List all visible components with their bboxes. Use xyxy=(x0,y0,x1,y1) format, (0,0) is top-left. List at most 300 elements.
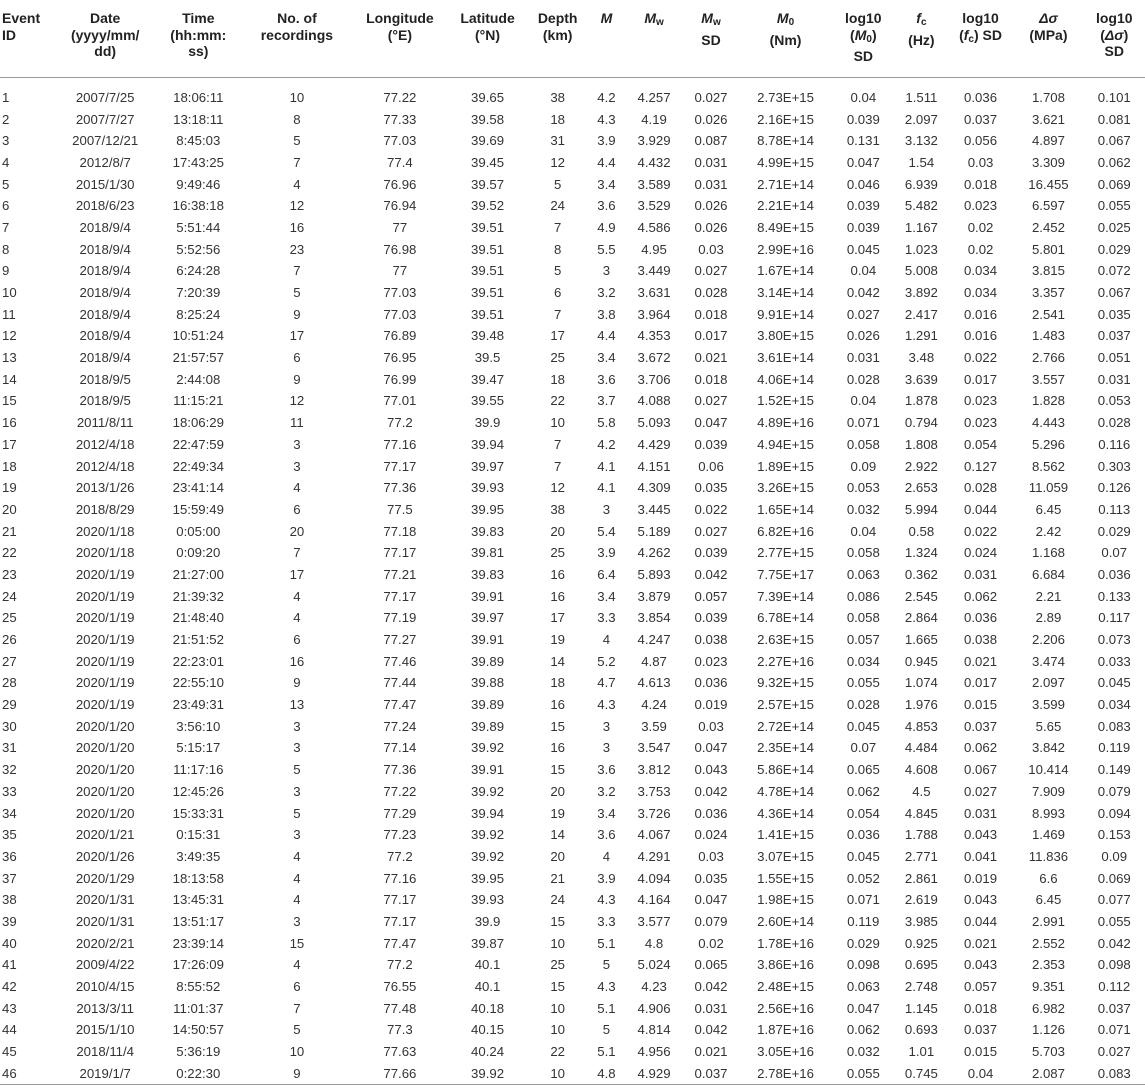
cell-m0: 1.67E+14 xyxy=(757,263,814,279)
cell-log-m0-sd: 0.032 xyxy=(846,501,880,517)
cell-date: 2012/4/18 xyxy=(75,436,135,452)
cell-m0: 7.39E+14 xyxy=(757,588,814,604)
cell-longitude: 77.19 xyxy=(383,610,417,626)
cell-stress-drop: 2.766 xyxy=(1031,350,1065,366)
cell-stress-drop: 1.708 xyxy=(1031,89,1065,105)
cell-depth: 38 xyxy=(550,501,565,517)
cell-log-stress-drop-sd: 0.062 xyxy=(1097,154,1131,170)
cell-latitude: 39.89 xyxy=(471,653,505,669)
cell-stress-drop: 1.168 xyxy=(1031,545,1065,561)
cell-latitude: 39.51 xyxy=(471,241,505,257)
cell-time: 6:24:28 xyxy=(176,263,221,279)
cell-mw-sd: 0.021 xyxy=(694,350,728,366)
cell-date: 2015/1/10 xyxy=(75,1022,135,1038)
cell-magnitude: 5.4 xyxy=(597,523,616,539)
cell-latitude: 39.97 xyxy=(471,458,505,474)
cell-log-m0-sd: 0.045 xyxy=(846,241,880,257)
cell-longitude: 77.66 xyxy=(383,1065,417,1081)
cell-log-stress-drop-sd: 0.07 xyxy=(1101,545,1128,561)
cell-mw-sd: 0.027 xyxy=(694,263,728,279)
cell-m0: 3.14E+14 xyxy=(757,285,814,301)
cell-log-fc-sd: 0.022 xyxy=(964,350,998,366)
cell-log-m0-sd: 0.055 xyxy=(846,675,880,691)
cell-log-m0-sd: 0.054 xyxy=(846,805,880,821)
cell-recordings: 20 xyxy=(289,523,305,539)
cell-magnitude: 4.1 xyxy=(597,480,616,496)
cell-latitude: 39.51 xyxy=(471,306,505,322)
cell-magnitude: 5 xyxy=(602,1022,611,1038)
cell-mw-sd: 0.018 xyxy=(694,306,728,322)
cell-magnitude: 5.2 xyxy=(597,653,616,669)
cell-log-m0-sd: 0.039 xyxy=(846,198,880,214)
cell-log-m0-sd: 0.04 xyxy=(850,523,877,539)
cell-m0: 5.86E+14 xyxy=(757,762,814,778)
cell-log-fc-sd: 0.016 xyxy=(964,328,998,344)
cell-m0: 6.78E+14 xyxy=(757,610,814,626)
cell-magnitude: 3.9 xyxy=(597,545,616,561)
cell-log-m0-sd: 0.04 xyxy=(850,263,877,279)
cell-log-fc-sd: 0.027 xyxy=(964,783,998,799)
table-row xyxy=(0,1041,1145,1063)
cell-mw: 3.589 xyxy=(637,176,671,192)
cell-event-id: 17 xyxy=(2,436,17,452)
cell-mw-sd: 0.019 xyxy=(694,697,728,713)
table-row xyxy=(0,976,1145,998)
cell-log-m0-sd: 0.086 xyxy=(846,588,880,604)
cell-stress-drop: 2.991 xyxy=(1031,913,1065,929)
cell-mw-sd: 0.035 xyxy=(694,480,728,496)
cell-magnitude: 3.3 xyxy=(597,610,616,626)
cell-m0: 1.52E+15 xyxy=(757,393,814,409)
cell-mw: 3.812 xyxy=(637,762,671,778)
cell-mw: 4.906 xyxy=(637,1000,671,1016)
cell-longitude: 76.95 xyxy=(383,350,417,366)
cell-event-id: 42 xyxy=(2,979,17,995)
cell-log-fc-sd: 0.036 xyxy=(964,89,998,105)
cell-recordings: 4 xyxy=(293,176,301,192)
cell-latitude: 39.94 xyxy=(471,436,505,452)
cell-log-stress-drop-sd: 0.303 xyxy=(1097,458,1131,474)
cell-mw: 3.964 xyxy=(637,306,671,322)
cell-latitude: 39.51 xyxy=(471,219,505,235)
cell-m0: 1.65E+14 xyxy=(757,501,814,517)
cell-latitude: 39.92 xyxy=(471,783,505,799)
cell-m0: 1.41E+15 xyxy=(757,827,814,843)
table-row xyxy=(0,932,1145,954)
cell-date: 2020/1/31 xyxy=(75,892,135,908)
cell-time: 15:33:31 xyxy=(172,805,224,821)
cell-mw-sd: 0.039 xyxy=(694,610,728,626)
cell-log-m0-sd: 0.047 xyxy=(846,154,880,170)
cell-event-id: 37 xyxy=(2,870,17,886)
cell-fc: 2.417 xyxy=(904,306,938,322)
cell-recordings: 16 xyxy=(289,219,305,235)
cell-recordings: 17 xyxy=(289,566,305,582)
cell-latitude: 39.81 xyxy=(471,545,505,561)
cell-log-m0-sd: 0.026 xyxy=(846,328,880,344)
cell-date: 2018/9/4 xyxy=(79,241,131,257)
cell-event-id: 32 xyxy=(2,762,17,778)
cell-mw: 4.151 xyxy=(637,458,671,474)
cell-log-m0-sd: 0.062 xyxy=(846,1022,880,1038)
cell-recordings: 10 xyxy=(289,1044,305,1060)
cell-depth: 17 xyxy=(550,610,565,626)
cell-mw: 3.879 xyxy=(637,588,671,604)
cell-latitude: 39.94 xyxy=(471,805,505,821)
cell-magnitude: 4.7 xyxy=(597,675,616,691)
cell-date: 2020/1/19 xyxy=(75,610,135,626)
cell-m0: 4.89E+16 xyxy=(757,415,814,431)
cell-longitude: 77 xyxy=(392,219,408,235)
cell-mw: 4.088 xyxy=(637,393,671,409)
cell-recordings: 3 xyxy=(293,458,301,474)
cell-stress-drop: 1.483 xyxy=(1031,328,1065,344)
cell-longitude: 77.2 xyxy=(387,848,413,864)
cell-date: 2020/1/19 xyxy=(75,632,135,648)
cell-depth: 38 xyxy=(550,89,565,105)
cell-time: 11:17:16 xyxy=(173,762,224,778)
table-row xyxy=(0,173,1145,195)
cell-magnitude: 4.3 xyxy=(597,892,616,908)
cell-fc: 1.023 xyxy=(904,241,938,257)
cell-m0: 4.94E+15 xyxy=(757,436,814,452)
cell-log-fc-sd: 0.062 xyxy=(964,740,998,756)
header-magnitude: M xyxy=(600,10,613,26)
cell-latitude: 39.65 xyxy=(471,89,505,105)
cell-fc: 4.845 xyxy=(904,805,938,821)
cell-mw-sd: 0.039 xyxy=(694,436,728,452)
cell-latitude: 39.91 xyxy=(471,762,505,778)
cell-longitude: 77.44 xyxy=(383,675,417,691)
cell-fc: 1.145 xyxy=(904,1000,938,1016)
cell-date: 2020/1/19 xyxy=(75,653,135,669)
cell-longitude: 77.47 xyxy=(383,935,417,951)
cell-log-fc-sd: 0.127 xyxy=(964,458,998,474)
cell-log-fc-sd: 0.021 xyxy=(964,935,998,951)
cell-log-fc-sd: 0.034 xyxy=(964,285,998,301)
cell-date: 2020/2/21 xyxy=(75,935,135,951)
cell-event-id: 5 xyxy=(2,176,10,192)
cell-log-fc-sd: 0.031 xyxy=(964,566,998,582)
header-time: Time (hh:mm: ss) xyxy=(170,10,227,59)
cell-stress-drop: 2.552 xyxy=(1031,935,1065,951)
cell-log-m0-sd: 0.071 xyxy=(846,892,880,908)
cell-stress-drop: 6.45 xyxy=(1035,501,1062,517)
cell-magnitude: 3.6 xyxy=(597,762,616,778)
cell-log-fc-sd: 0.017 xyxy=(964,371,998,387)
cell-log-stress-drop-sd: 0.098 xyxy=(1097,957,1131,973)
cell-fc: 0.794 xyxy=(904,415,938,431)
cell-mw: 5.189 xyxy=(637,523,671,539)
cell-fc: 0.745 xyxy=(904,1065,938,1081)
cell-mw: 3.529 xyxy=(637,198,671,214)
cell-depth: 10 xyxy=(550,1000,565,1016)
cell-date: 2020/1/29 xyxy=(75,870,135,886)
table-row xyxy=(0,347,1145,369)
cell-stress-drop: 3.815 xyxy=(1031,263,1065,279)
cell-recordings: 8 xyxy=(293,111,301,127)
cell-fc: 5.994 xyxy=(904,501,938,517)
cell-date: 2012/4/18 xyxy=(75,458,135,474)
cell-longitude: 77.3 xyxy=(387,1022,413,1038)
cell-latitude: 40.24 xyxy=(471,1044,505,1060)
cell-event-id: 31 xyxy=(2,740,17,756)
table-row xyxy=(0,477,1145,499)
cell-stress-drop: 2.541 xyxy=(1031,306,1065,322)
cell-stress-drop: 8.993 xyxy=(1031,805,1065,821)
cell-time: 0:05:00 xyxy=(176,523,221,539)
cell-mw-sd: 0.03 xyxy=(698,241,724,257)
cell-date: 2018/11/4 xyxy=(76,1044,135,1060)
cell-log-m0-sd: 0.04 xyxy=(850,89,877,105)
cell-log-fc-sd: 0.037 xyxy=(964,1022,998,1038)
cell-log-fc-sd: 0.023 xyxy=(964,415,998,431)
cell-m0: 3.26E+15 xyxy=(757,480,814,496)
cell-log-m0-sd: 0.046 xyxy=(846,176,880,192)
cell-log-stress-drop-sd: 0.036 xyxy=(1097,566,1131,582)
cell-time: 13:45:31 xyxy=(172,892,224,908)
cell-m0: 4.99E+15 xyxy=(757,154,814,170)
cell-log-fc-sd: 0.02 xyxy=(967,241,994,257)
cell-latitude: 39.57 xyxy=(471,176,505,192)
cell-mw: 4.814 xyxy=(637,1022,671,1038)
header-log-stress-drop-sd: log10 (Δσ) SD xyxy=(1095,10,1133,59)
header-mw-sd: $M_w$ SD xyxy=(701,10,721,48)
cell-m0: 1.78E+16 xyxy=(757,935,814,951)
cell-fc: 6.939 xyxy=(904,176,938,192)
cell-log-m0-sd: 0.039 xyxy=(846,219,880,235)
header-date: Date (yyyy/mm/ dd) xyxy=(70,10,140,59)
cell-fc: 5.482 xyxy=(904,198,938,214)
cell-mw-sd: 0.027 xyxy=(694,523,728,539)
cell-stress-drop: 2.42 xyxy=(1035,523,1062,539)
cell-fc: 0.695 xyxy=(904,957,938,973)
cell-date: 2018/9/4 xyxy=(79,285,131,301)
cell-longitude: 77.2 xyxy=(387,957,413,973)
cell-log-stress-drop-sd: 0.029 xyxy=(1097,241,1131,257)
cell-fc: 2.922 xyxy=(904,458,938,474)
cell-fc: 2.653 xyxy=(904,480,938,496)
cell-log-fc-sd: 0.054 xyxy=(964,436,998,452)
cell-longitude: 77.22 xyxy=(383,783,417,799)
header-log-m0-sd: log10 $(M_0)$ SD xyxy=(845,10,882,64)
cell-date: 2020/1/21 xyxy=(75,827,135,843)
cell-latitude: 39.5 xyxy=(474,350,501,366)
cell-fc: 4.484 xyxy=(904,740,938,756)
cell-time: 17:43:25 xyxy=(172,154,224,170)
cell-time: 18:13:58 xyxy=(172,870,224,886)
table-row xyxy=(0,1062,1145,1084)
table-row xyxy=(0,303,1145,325)
cell-fc: 4.853 xyxy=(904,718,938,734)
cell-recordings: 9 xyxy=(293,306,301,322)
header-latitude: Latitude (°N) xyxy=(460,10,515,43)
cell-m0: 2.57E+15 xyxy=(757,697,814,713)
cell-m0: 3.05E+16 xyxy=(757,1044,814,1060)
cell-recordings: 5 xyxy=(293,133,301,149)
cell-fc: 2.861 xyxy=(904,870,938,886)
table-row xyxy=(0,564,1145,586)
cell-fc: 1.808 xyxy=(904,436,938,452)
cell-magnitude: 5.1 xyxy=(597,935,616,951)
cell-log-m0-sd: 0.039 xyxy=(846,111,880,127)
cell-magnitude: 3 xyxy=(602,263,611,279)
cell-stress-drop: 2.452 xyxy=(1031,219,1065,235)
cell-mw-sd: 0.042 xyxy=(694,1022,728,1038)
table-row xyxy=(0,672,1145,694)
cell-mw-sd: 0.039 xyxy=(694,545,728,561)
cell-m0: 2.21E+14 xyxy=(757,198,814,214)
cell-log-fc-sd: 0.056 xyxy=(964,133,998,149)
cell-magnitude: 4.8 xyxy=(597,1065,616,1081)
cell-mw-sd: 0.026 xyxy=(694,111,728,127)
cell-stress-drop: 4.897 xyxy=(1031,133,1065,149)
cell-mw: 4.291 xyxy=(637,848,671,864)
cell-latitude: 40.1 xyxy=(474,957,501,973)
cell-recordings: 4 xyxy=(293,848,301,864)
cell-time: 15:59:49 xyxy=(172,501,224,517)
cell-date: 2020/1/20 xyxy=(75,783,135,799)
cell-depth: 31 xyxy=(550,133,565,149)
cell-m0: 2.63E+15 xyxy=(757,632,814,648)
cell-log-stress-drop-sd: 0.113 xyxy=(1098,501,1131,517)
cell-magnitude: 4 xyxy=(602,848,611,864)
cell-log-m0-sd: 0.052 xyxy=(846,870,880,886)
cell-mw-sd: 0.042 xyxy=(694,979,728,995)
cell-log-fc-sd: 0.028 xyxy=(964,480,998,496)
cell-log-m0-sd: 0.063 xyxy=(846,566,880,582)
cell-magnitude: 4.3 xyxy=(597,111,616,127)
cell-longitude: 77.22 xyxy=(383,89,417,105)
cell-log-m0-sd: 0.09 xyxy=(850,458,877,474)
cell-stress-drop: 2.21 xyxy=(1035,588,1062,604)
table-body xyxy=(0,77,1145,1085)
cell-log-stress-drop-sd: 0.119 xyxy=(1098,740,1131,756)
cell-fc: 1.788 xyxy=(904,827,938,843)
cell-time: 21:27:00 xyxy=(172,566,224,582)
cell-log-stress-drop-sd: 0.067 xyxy=(1097,133,1131,149)
cell-longitude: 77.16 xyxy=(383,436,417,452)
cell-log-stress-drop-sd: 0.053 xyxy=(1097,393,1131,409)
cell-recordings: 4 xyxy=(293,610,301,626)
cell-m0: 2.99E+16 xyxy=(757,241,814,257)
cell-time: 9:49:46 xyxy=(176,176,221,192)
cell-recordings: 23 xyxy=(289,241,305,257)
cell-recordings: 5 xyxy=(293,285,301,301)
cell-longitude: 77.18 xyxy=(383,523,417,539)
cell-event-id: 8 xyxy=(2,241,10,257)
cell-mw-sd: 0.038 xyxy=(694,632,728,648)
cell-fc: 2.864 xyxy=(904,610,938,626)
cell-date: 2018/9/4 xyxy=(79,263,131,279)
cell-log-m0-sd: 0.045 xyxy=(846,718,880,734)
cell-log-stress-drop-sd: 0.027 xyxy=(1097,1044,1131,1060)
cell-log-fc-sd: 0.044 xyxy=(964,913,998,929)
cell-recordings: 4 xyxy=(293,957,301,973)
cell-latitude: 39.55 xyxy=(471,393,505,409)
cell-event-id: 30 xyxy=(2,718,17,734)
cell-m0: 2.27E+16 xyxy=(757,653,814,669)
cell-log-fc-sd: 0.015 xyxy=(964,1044,998,1060)
cell-mw-sd: 0.027 xyxy=(694,393,728,409)
cell-latitude: 39.52 xyxy=(471,198,505,214)
cell-m0: 4.78E+14 xyxy=(757,783,814,799)
cell-log-stress-drop-sd: 0.112 xyxy=(1098,979,1131,995)
cell-magnitude: 3.9 xyxy=(597,870,616,886)
cell-event-id: 38 xyxy=(2,892,17,908)
cell-recordings: 5 xyxy=(293,1022,301,1038)
cell-stress-drop: 6.45 xyxy=(1035,892,1062,908)
cell-stress-drop: 3.842 xyxy=(1031,740,1065,756)
table-row xyxy=(0,715,1145,737)
cell-log-m0-sd: 0.058 xyxy=(846,436,880,452)
cell-event-id: 33 xyxy=(2,783,17,799)
cell-event-id: 26 xyxy=(2,632,17,648)
cell-depth: 6 xyxy=(553,285,562,301)
cell-log-stress-drop-sd: 0.028 xyxy=(1097,415,1131,431)
earthquake-parameters-table xyxy=(0,4,1145,1085)
cell-date: 2018/6/23 xyxy=(75,198,135,214)
cell-longitude: 76.96 xyxy=(383,176,417,192)
cell-log-stress-drop-sd: 0.035 xyxy=(1097,306,1131,322)
cell-mw-sd: 0.037 xyxy=(694,1065,728,1081)
cell-latitude: 39.69 xyxy=(471,133,505,149)
cell-date: 2013/3/11 xyxy=(76,1000,135,1016)
cell-depth: 20 xyxy=(550,783,565,799)
cell-mw-sd: 0.024 xyxy=(694,827,728,843)
cell-mw: 3.59 xyxy=(641,718,667,734)
cell-mw: 3.547 xyxy=(637,740,671,756)
cell-mw-sd: 0.036 xyxy=(694,675,728,691)
cell-magnitude: 4.4 xyxy=(597,154,616,170)
cell-mw-sd: 0.087 xyxy=(694,133,728,149)
cell-m0: 2.78E+16 xyxy=(757,1065,814,1081)
cell-fc: 0.945 xyxy=(904,653,938,669)
cell-magnitude: 3.8 xyxy=(597,306,616,322)
cell-mw-sd: 0.018 xyxy=(694,371,728,387)
cell-log-m0-sd: 0.053 xyxy=(846,480,880,496)
cell-magnitude: 3.9 xyxy=(597,133,616,149)
cell-fc: 0.58 xyxy=(908,523,935,539)
cell-event-id: 6 xyxy=(2,198,10,214)
table-row xyxy=(0,130,1145,152)
cell-longitude: 77.27 xyxy=(383,632,417,648)
cell-recordings: 12 xyxy=(289,198,305,214)
cell-date: 2020/1/18 xyxy=(75,523,135,539)
cell-fc: 3.48 xyxy=(908,350,935,366)
cell-mw-sd: 0.022 xyxy=(694,501,728,517)
cell-latitude: 39.92 xyxy=(471,848,505,864)
cell-log-fc-sd: 0.02 xyxy=(967,219,994,235)
cell-event-id: 11 xyxy=(2,306,16,322)
header-longitude: Longitude (°E) xyxy=(366,10,434,43)
cell-depth: 5 xyxy=(553,176,562,192)
table-row xyxy=(0,650,1145,672)
cell-log-stress-drop-sd: 0.094 xyxy=(1097,805,1131,821)
cell-magnitude: 3 xyxy=(602,501,611,517)
cell-mw: 4.432 xyxy=(637,154,671,170)
cell-fc: 2.097 xyxy=(904,111,938,127)
cell-m0: 2.77E+15 xyxy=(757,545,814,561)
cell-m0: 7.75E+17 xyxy=(757,566,814,582)
cell-m0: 9.91E+14 xyxy=(757,306,814,322)
cell-log-fc-sd: 0.043 xyxy=(964,892,998,908)
cell-mw: 3.631 xyxy=(637,285,671,301)
cell-m0: 8.49E+15 xyxy=(757,219,814,235)
cell-event-id: 43 xyxy=(2,1000,17,1016)
cell-recordings: 10 xyxy=(289,89,305,105)
cell-event-id: 23 xyxy=(2,566,17,582)
